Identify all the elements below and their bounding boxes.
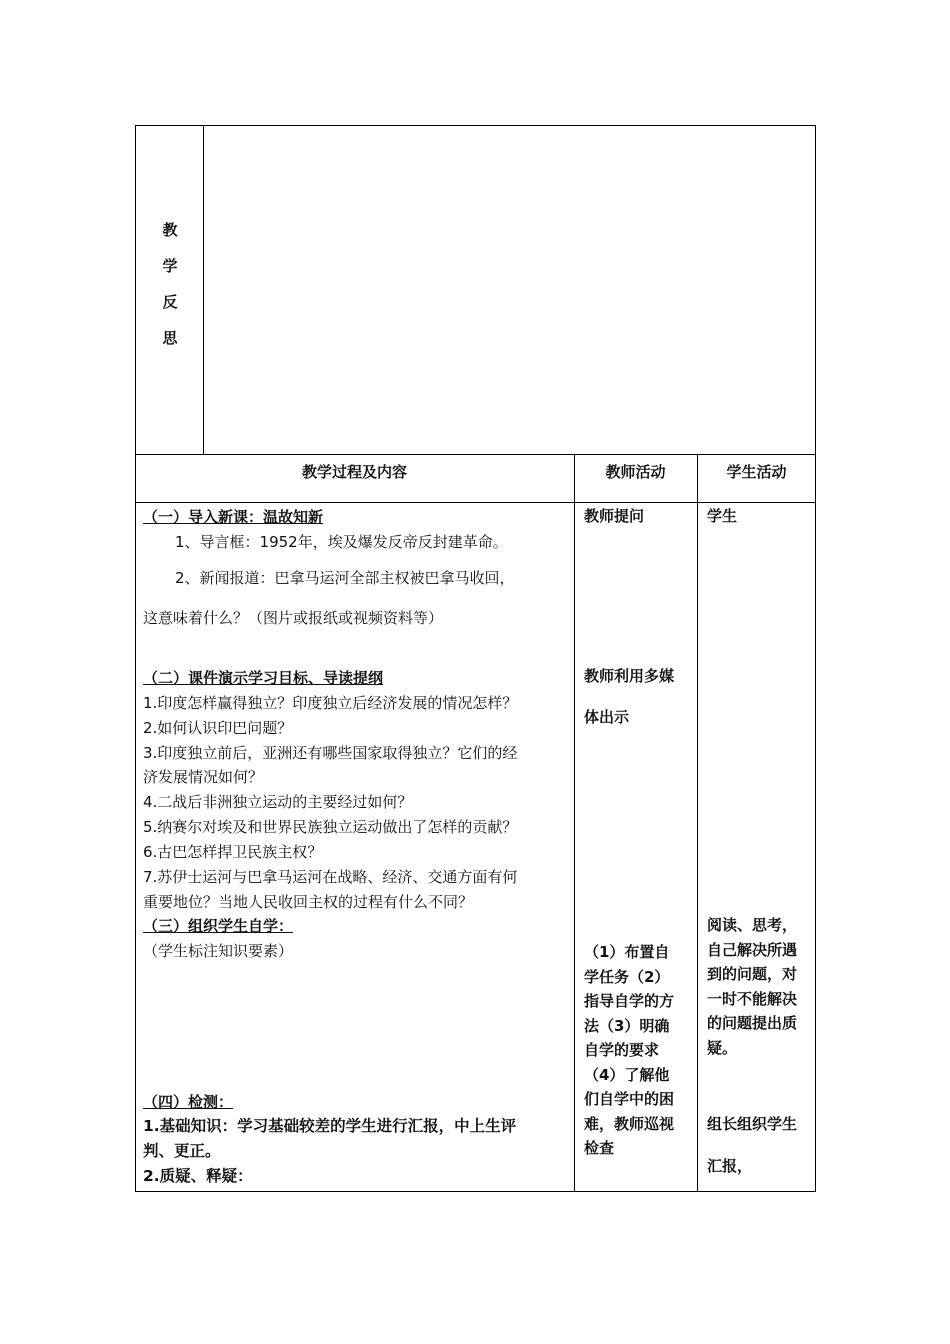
teacher-activity-multimedia-cont: 体出示: [584, 708, 630, 726]
section1-item2: 2、新闻报道：巴拿马运河全部主权被巴拿马收回，: [175, 569, 515, 587]
teacher-activity-line: 难，教师巡视: [584, 1114, 675, 1133]
teacher-activity-selfstudy: [584, 940, 690, 1161]
student-activity-selfstudy: [707, 913, 811, 1060]
student-activity-line: 疑。: [707, 1038, 738, 1057]
header-student: 学生活动: [726, 463, 787, 481]
section2-question: 济发展情况如何？: [143, 768, 264, 786]
section2-question: 3.印度独立前后，亚洲还有哪些国家取得独立？它们的经: [143, 744, 518, 762]
section1-title: （一）导入新课：温故知新: [143, 508, 324, 526]
teacher-activity-line: 们自学中的困: [584, 1090, 675, 1108]
section2-question: 2.如何认识印巴问题？: [143, 719, 293, 737]
section4-item2: 2.质疑、释疑：: [143, 1167, 253, 1185]
reflection-label-char: 思: [162, 329, 178, 347]
teacher-activity-line: （1）布置自: [584, 943, 670, 961]
header-divider: [135, 502, 816, 503]
section2-title: （二）课件演示学习目标、导读提纲: [143, 669, 384, 687]
section2-question: 4.二战后非洲独立运动的主要经过如何？: [143, 793, 413, 811]
student-activity-line: 一时不能解决: [707, 989, 798, 1008]
header-teacher: 教师活动: [605, 463, 666, 481]
teacher-activity-question: 教师提问: [584, 507, 645, 525]
teacher-activity-multimedia: 教师利用多媒: [584, 667, 675, 685]
column-divider-2: [697, 454, 698, 1192]
section1-item2-cont: 这意味着什么？（图片或报纸或视频资料等）: [143, 609, 444, 627]
teacher-activity-line: 检查: [584, 1139, 615, 1157]
section2-question: 1.印度怎样赢得独立？印度独立后经济发展的情况怎样？: [143, 694, 518, 712]
teacher-activity-line: 学任务（2）: [584, 967, 670, 986]
reflection-label-char: 反: [162, 293, 178, 311]
section2-question: 6.古巴怎样捍卫民族主权？: [143, 843, 323, 861]
student-activity-line: 自己解决所遇: [707, 940, 798, 959]
student-activity-student: 学生: [707, 507, 738, 525]
reflection-label-char: 教: [162, 221, 178, 239]
teacher-activity-line: 法（3）明确: [584, 1016, 670, 1035]
student-activity-report-cont: 汇报，: [707, 1157, 753, 1175]
teacher-activity-line: （4）了解他: [584, 1065, 670, 1084]
student-activity-line: 阅读、思考，: [707, 916, 798, 934]
section2-question: 5.纳赛尔对埃及和世界民族独立运动做出了怎样的贡献？: [143, 818, 518, 836]
reflection-label-char: 学: [162, 257, 178, 275]
teacher-activity-line: 指导自学的方: [584, 992, 675, 1010]
student-activity-report: 组长组织学生: [707, 1115, 798, 1133]
section2-question: 7.苏伊士运河与巴拿马运河在战略、经济、交通方面有何: [143, 868, 518, 886]
section3-note: （学生标注知识要素）: [143, 942, 294, 960]
student-activity-line: 的问题提出质: [707, 1014, 798, 1032]
section4-item1: 1.基础知识：学习基础较差的学生进行汇报，中上生评: [143, 1117, 517, 1135]
reflection-label: [136, 212, 204, 356]
column-divider-1: [574, 454, 575, 1192]
section4-item1-cont: 判、更正。: [143, 1142, 221, 1160]
section2-question: 重要地位？当地人民收回主权的过程有什么不同？: [143, 893, 474, 911]
student-activity-line: 到的问题，对: [707, 965, 798, 983]
section3-title: （三）组织学生自学：: [143, 917, 294, 935]
section1-item1: 1、导言框：1952年，埃及爆发反帝反封建革命。: [175, 533, 508, 551]
section4-title: （四）检测：: [143, 1093, 234, 1111]
reflection-content-area[interactable]: [205, 127, 814, 453]
header-process: 教学过程及内容: [301, 463, 407, 481]
teacher-activity-line: 自学的要求: [584, 1041, 660, 1059]
